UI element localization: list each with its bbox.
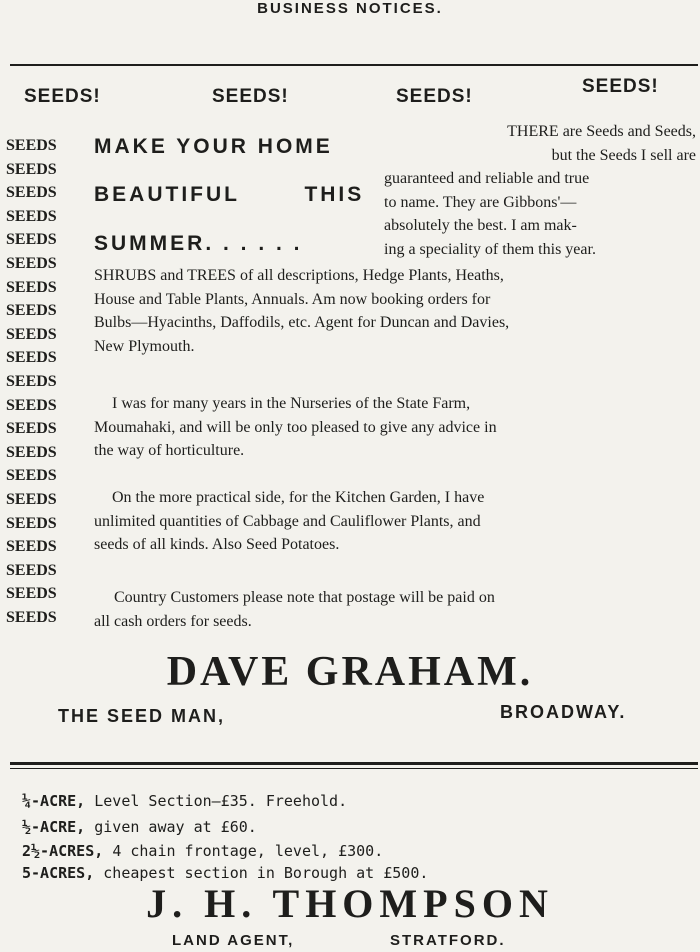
seeds-header-3: SEEDS! — [396, 86, 473, 107]
headline-line-1: MAKE YOUR HOME — [94, 135, 333, 158]
side-column-word: SEEDS — [6, 207, 57, 225]
paragraph-line: SHRUBS and TREES of all descriptions, Hedge Plants, Heaths, — [94, 267, 504, 284]
agent-name: J. H. THOMPSON — [146, 881, 554, 926]
intro-line: guaranteed and reliable and true — [384, 170, 590, 187]
paragraph-line: the way of horticulture. — [94, 442, 245, 459]
intro-text — [384, 120, 696, 261]
seeds-side-column — [6, 134, 76, 629]
seeds-header-1: SEEDS! — [24, 86, 101, 107]
intro-line: ing a speciality of them this year. — [384, 240, 596, 258]
side-column-word: SEEDS — [6, 231, 57, 249]
side-column-word: SEEDS — [6, 349, 57, 367]
listing-1 — [22, 792, 347, 810]
intro-line: absolutely the best. I am mak- — [384, 217, 577, 234]
side-column-word: SEEDS — [6, 608, 57, 626]
side-column-word: SEEDS — [6, 420, 57, 438]
seeds-header-2: SEEDS! — [212, 86, 289, 107]
headline-line-2: BEAUTIFUL THIS — [94, 183, 365, 206]
listing-detail: given away at £60. — [94, 818, 257, 836]
intro-line: but the Seeds I sell are — [551, 146, 696, 164]
listing-detail: cheapest section in Borough at £500. — [103, 864, 429, 882]
divider-rule — [10, 762, 698, 765]
paragraph-line: Moumahaki, and will be only too pleased to give any advice in — [94, 418, 497, 436]
paragraph-postage — [94, 586, 698, 633]
paragraph-experience — [94, 392, 698, 463]
side-column-word: SEEDS — [6, 302, 57, 320]
side-column-word: SEEDS — [6, 490, 57, 508]
listing-detail: Level Section—£35. Freehold. — [94, 792, 348, 810]
side-column-word: SEEDS — [6, 184, 57, 202]
listing-size: 5-ACRES, — [22, 864, 95, 882]
seeds-header-4: SEEDS! — [582, 76, 659, 97]
intro-line: THERE are Seeds and Seeds, — [507, 123, 696, 140]
side-column-word: SEEDS — [6, 561, 57, 579]
side-column-word: SEEDS — [6, 514, 57, 532]
paragraph-line: seeds of all kinds. Also Seed Potatoes. — [94, 536, 340, 553]
advertiser-title: THE SEED MAN, — [58, 706, 226, 726]
paragraph-line: Bulbs—Hyacinths, Daffodils, etc. Agent for Duncan and Davies, — [94, 314, 510, 331]
listing-2 — [22, 818, 257, 836]
side-column-word: SEEDS — [6, 160, 57, 178]
headline-line-3: SUMMER. . . . . . — [94, 232, 303, 255]
side-column-word: SEEDS — [6, 325, 57, 343]
listing-size: ½-ACRE, — [22, 818, 86, 836]
intro-line: to name. They are Gibbons'— — [384, 193, 577, 211]
paragraph-line: New Plymouth. — [94, 337, 195, 355]
paragraph-line: all cash orders for seeds. — [94, 612, 252, 630]
paragraph-line: House and Table Plants, Annuals. Am now booking orders for — [94, 290, 491, 308]
side-column-word: SEEDS — [6, 254, 57, 272]
paragraph-kitchen-garden — [94, 486, 698, 557]
paragraph-shrubs — [94, 264, 698, 358]
paragraph-line: unlimited quantities of Cabbage and Cauliflower Plants, and — [94, 512, 481, 530]
section-heading: BUSINESS NOTICES. — [257, 0, 443, 17]
advertiser-name: DAVE GRAHAM. — [166, 649, 534, 695]
paragraph-line: On the more practical side, for the Kitchen Garden, I have — [112, 489, 485, 506]
side-column-word: SEEDS — [6, 396, 57, 414]
side-column-word: SEEDS — [6, 585, 57, 603]
advertiser-location: BROADWAY. — [500, 702, 627, 722]
agent-title: LAND AGENT, — [172, 932, 295, 949]
listing-size: ¼-ACRE, — [22, 792, 86, 810]
listing-size: 2½-ACRES, — [22, 842, 104, 860]
side-column-word: SEEDS — [6, 538, 57, 556]
agent-location: STRATFORD. — [390, 932, 506, 949]
side-column-word: SEEDS — [6, 443, 57, 461]
side-column-word: SEEDS — [6, 467, 57, 485]
side-column-word: SEEDS — [6, 372, 57, 390]
paragraph-line: I was for many years in the Nurseries of the State Farm, — [112, 395, 471, 412]
divider-rule-thin — [10, 768, 698, 769]
side-column-word: SEEDS — [6, 137, 57, 154]
paragraph-line: Country Customers please note that postage will be paid on — [114, 589, 495, 606]
side-column-word: SEEDS — [6, 278, 57, 296]
listing-3 — [22, 842, 383, 860]
top-rule — [10, 64, 698, 66]
listing-detail: 4 chain frontage, level, £300. — [112, 842, 384, 860]
